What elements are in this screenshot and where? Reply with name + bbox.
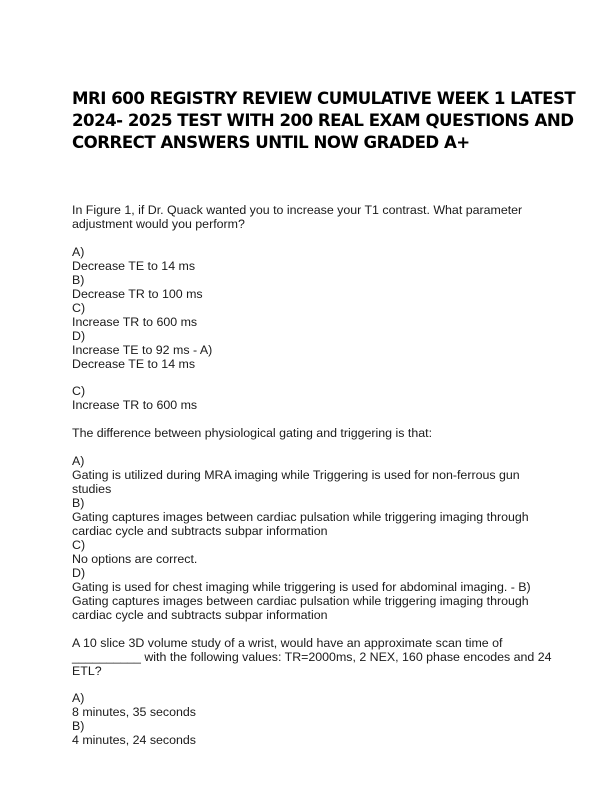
option-text: Gating is utilized during MRA imaging while Triggering is used for non-ferrous gun [72, 467, 520, 482]
option-text: Decrease TE to 14 ms [72, 356, 196, 371]
answer-text: Increase TR to 600 ms [72, 398, 198, 412]
question-text: __________ with the following values: TR=2000ms, 2 NEX, 160 phase encodes and 24 [72, 649, 552, 664]
option-text: cardiac cycle and subtracts subpar information [72, 523, 328, 538]
title-line: MRI 600 REGISTRY REVIEW CUMULATIVE WEEK 1 LATEST [72, 89, 576, 108]
option-text: No options are correct. [72, 551, 198, 566]
title-line: CORRECT ANSWERS UNTIL NOW GRADED A+ [72, 133, 470, 152]
option-text: Increase TE to 92 ms - A) [72, 342, 213, 357]
document-body [72, 203, 552, 747]
question-2 [72, 426, 552, 622]
option-text: 8 minutes, 35 seconds [72, 705, 196, 719]
option-label: A) [72, 691, 85, 705]
option-text: Decrease TR to 100 ms [72, 286, 203, 301]
option-label: B) [72, 272, 85, 287]
document-title [72, 88, 576, 154]
option-label: C) [72, 537, 86, 552]
question-3 [72, 636, 552, 748]
option-label: A) [72, 244, 85, 259]
option-text: Decrease TE to 14 ms [72, 258, 196, 273]
option-text: Increase TR to 600 ms [72, 314, 198, 329]
title-line: 2024- 2025 TEST WITH 200 REAL EXAM QUESTIONS AND [72, 111, 574, 130]
answer-label: C) [72, 384, 86, 398]
option-label: A) [72, 453, 85, 468]
option-text: 4 minutes, 24 seconds [72, 733, 196, 747]
option-label: B) [72, 495, 85, 510]
document-page [72, 88, 576, 747]
option-label: C) [72, 300, 86, 315]
question-text: ETL? [72, 663, 102, 678]
option-text: cardiac cycle and subtracts subpar information [72, 607, 328, 622]
question-text: A 10 slice 3D volume study of a wrist, would have an approximate scan time of [72, 635, 503, 650]
question-text: The difference between physiological gating and triggering is that: [72, 426, 433, 440]
option-text: Gating captures images between cardiac pulsation while triggering imaging through [72, 593, 529, 608]
option-text: studies [72, 481, 112, 496]
option-label: B) [72, 719, 85, 733]
question-text: In Figure 1, if Dr. Quack wanted you to increase your T1 contrast. What parameter [72, 203, 523, 217]
option-label: D) [72, 565, 86, 580]
option-label: D) [72, 328, 86, 343]
option-text: Gating captures images between cardiac pulsation while triggering imaging through [72, 509, 529, 524]
option-text: Gating is used for chest imaging while triggering is used for abdominal imaging. - B) [72, 579, 531, 594]
question-1 [72, 203, 552, 412]
question-text: adjustment would you perform? [72, 217, 245, 231]
